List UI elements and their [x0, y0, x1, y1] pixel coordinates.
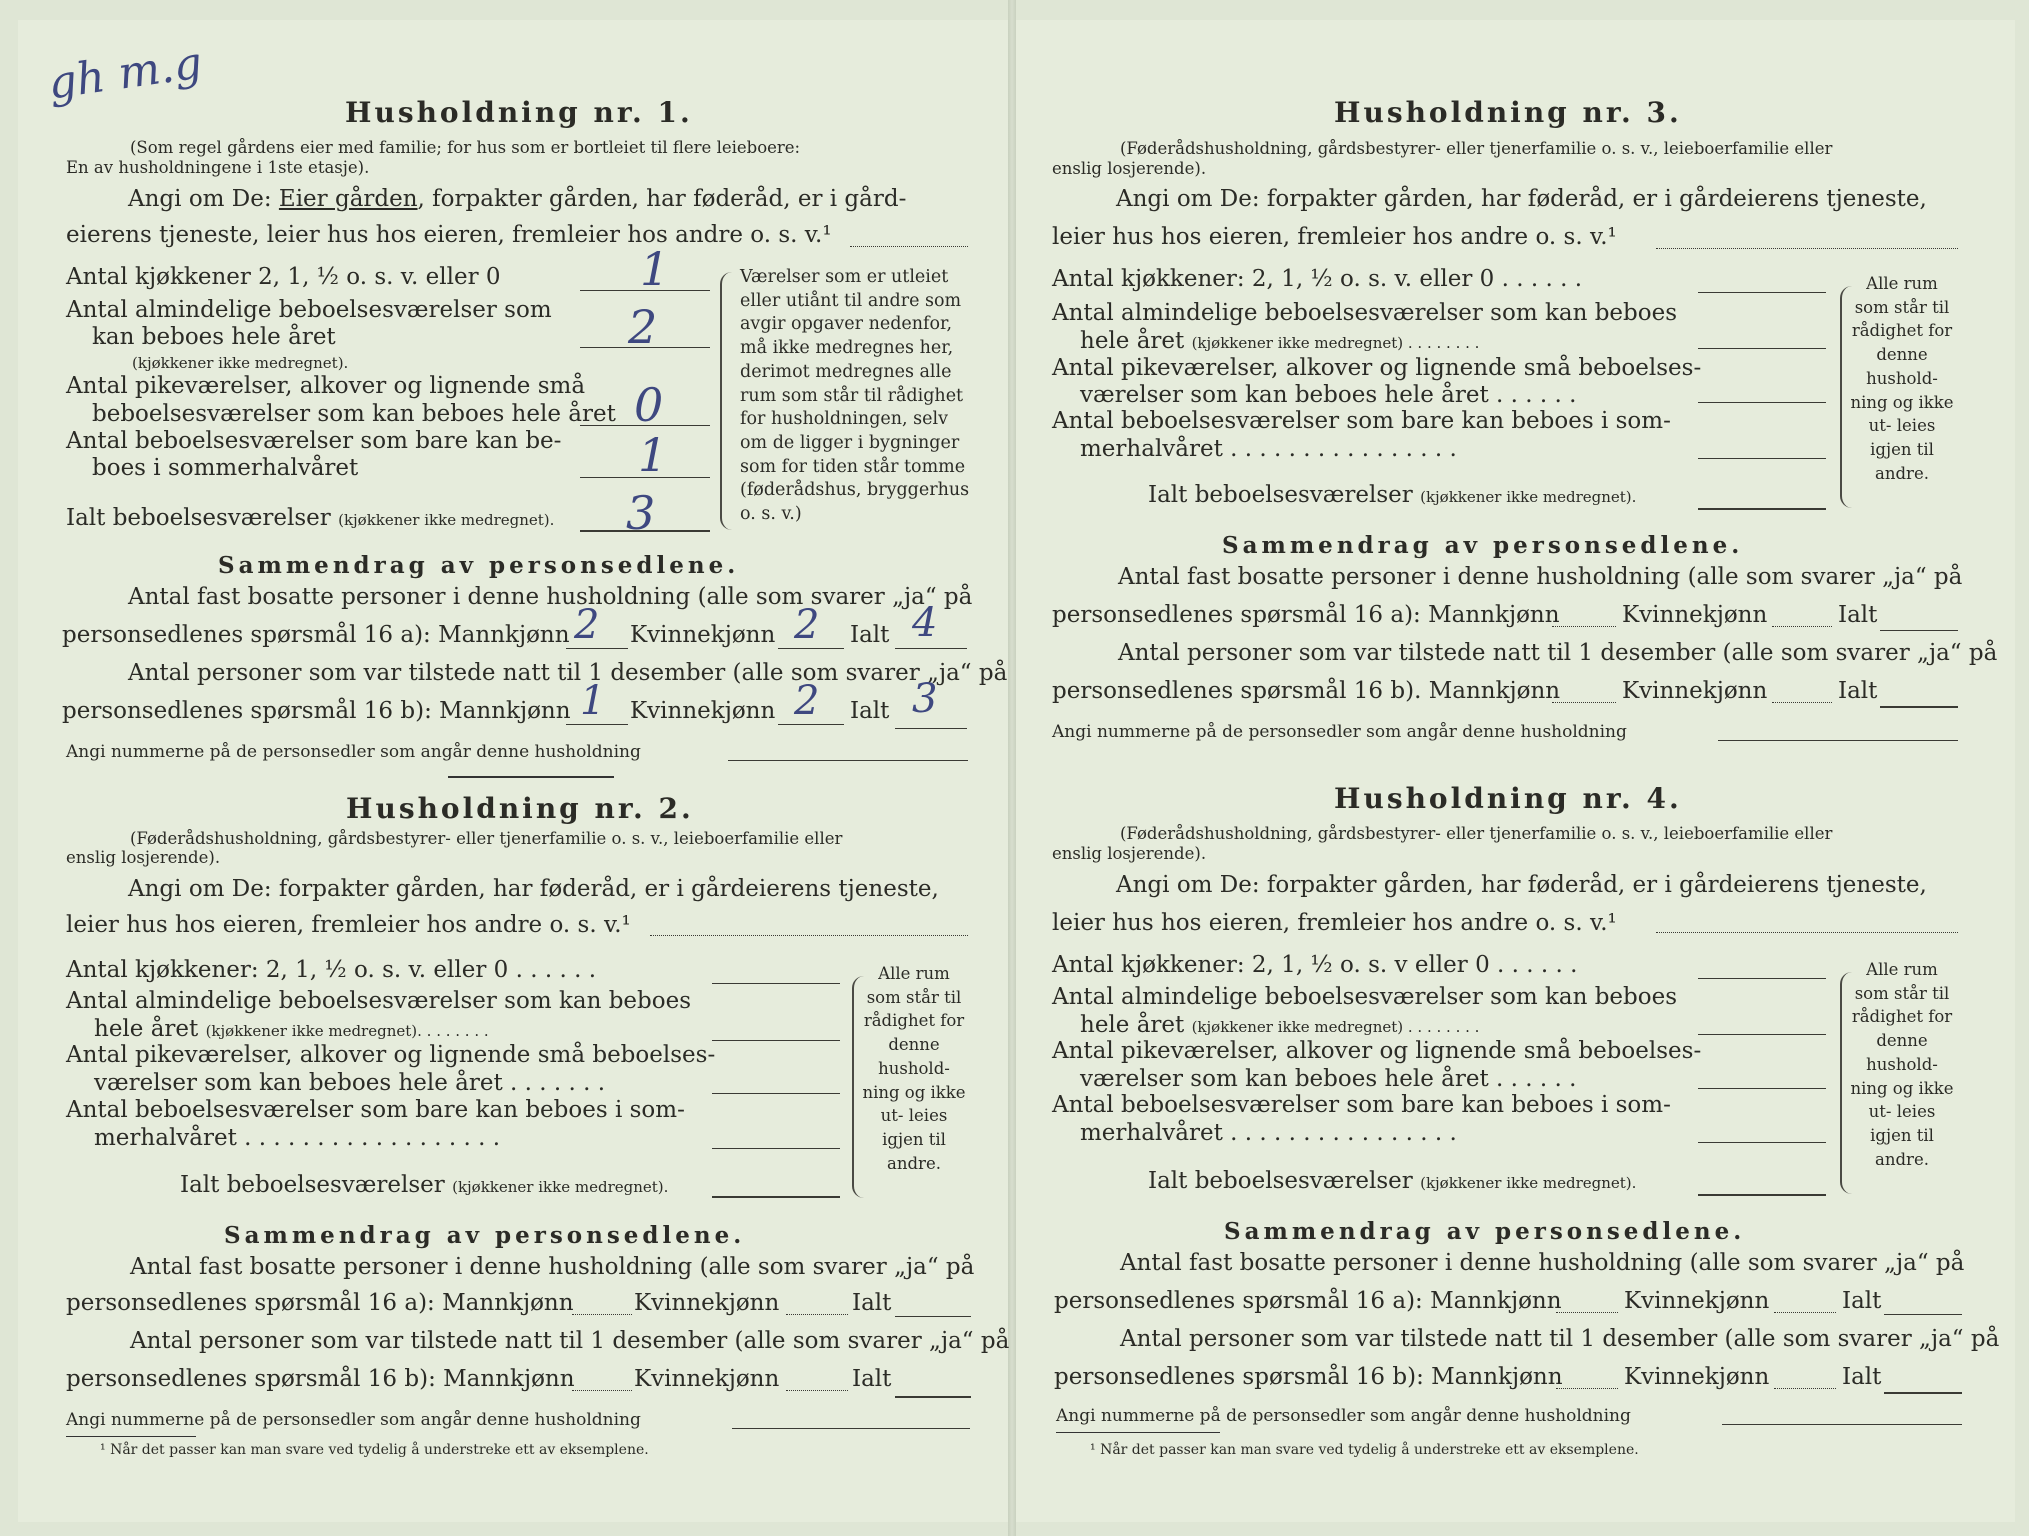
h4-til-1: Antal personer som var tilstede natt til 1 desember (alle som svarer „ja“ på: [1120, 1326, 2000, 1352]
h2-ialt-note: (kjøkkener ikke medregnet).: [452, 1178, 669, 1196]
h3-ialt-line: [1698, 508, 1826, 510]
h3-til-i-line: [1880, 706, 1958, 708]
h3-fast-kvinne: Kvinnekjønn: [1622, 602, 1768, 628]
h1-fast-k-line: [778, 648, 844, 649]
h2-til-k-line: [786, 1390, 848, 1391]
h4-til-ialt: Ialt: [1842, 1364, 1882, 1390]
h3-kjokken: Antal kjøkkener: 2, 1, ½ o. s. v. eller 0 . . . . . .: [1052, 266, 1583, 292]
h1-ans-fast-i: 4: [912, 600, 938, 646]
h4-til-k-line: [1774, 1388, 1836, 1389]
h1-fast-2: [62, 622, 570, 648]
h2-angi-1: Angi om De: forpakter gården, har føderåd, er i gårdeierens tjeneste,: [128, 876, 939, 902]
h1-ans-kjokken: 1: [640, 242, 670, 296]
h1-sommer-2: boes i sommerhalvåret: [92, 455, 359, 481]
h4-nummer: Angi nummerne på de personsedler som angår denne husholdning: [1056, 1406, 1631, 1426]
h4-subtitle-2: enslig losjerende).: [1052, 844, 1207, 863]
h3-alm-note: (kjøkkener ikke medregnet) . . . . . . . .: [1191, 334, 1480, 352]
h2-fast-ialt: Ialt: [852, 1290, 892, 1316]
h4-nummer-line: [1722, 1424, 1962, 1425]
h3-fast-pre: personsedlenes spørsmål 16 a): Mannkjønn: [1052, 602, 1560, 628]
h3-ialt-note: (kjøkkener ikke medregnet).: [1420, 488, 1637, 506]
h4-subtitle-1: (Føderådshusholdning, gårdsbestyrer- eller tjenerfamilie o. s. v., leieboerfamilie eller: [1120, 824, 1833, 843]
h1-alm-1: Antal almindelige beboelsesværelser som: [66, 297, 552, 323]
h4-til-i-line: [1884, 1392, 1962, 1394]
h4-fast-1: Antal fast bosatte personer i denne husholdning (alle som svarer „ja“ på: [1120, 1250, 1965, 1276]
h3-sommer-1: Antal beboelsesværelser som bare kan beboes i som-: [1052, 408, 1671, 434]
h2-til-ialt: Ialt: [852, 1366, 892, 1392]
h1-pike-2: beboelsesværelser som kan beboes hele året: [92, 401, 616, 427]
h4-angi-1: Angi om De: forpakter gården, har føderåd, er i gårdeierens tjeneste,: [1116, 872, 1927, 898]
h2-fast-1: Antal fast bosatte personer i denne husholdning (alle som svarer „ja“ på: [130, 1254, 975, 1280]
h4-kjokken-line: [1698, 978, 1826, 979]
h3-alm-1: Antal almindelige beboelsesværelser som kan beboes: [1052, 300, 1678, 326]
h3-angi-line: [1656, 248, 1958, 249]
h4-kjokken: Antal kjøkkener: 2, 1, ½ o. s. v eller 0 . . . . . .: [1052, 952, 1578, 978]
footnote-left: ¹ Når det passer kan man svare ved tydelig å understreke ett av eksemplene.: [100, 1442, 649, 1458]
h4-alm-line: [1698, 1034, 1826, 1035]
h4-angi-line: [1656, 932, 1958, 933]
h1-angi-line2: eierens tjeneste, leier hus hos eieren, fremleier hos andre o. s. v.¹: [66, 222, 832, 248]
h2-pike-line: [712, 1093, 840, 1094]
h1-fast-i-line: [895, 648, 967, 649]
h1-fast-pre: personsedlenes spørsmål 16 a): Mannkjønn: [62, 622, 570, 648]
h3-fast-1: Antal fast bosatte personer i denne husholdning (alle som svarer „ja“ på: [1118, 564, 1963, 590]
h4-fast-k-line: [1774, 1312, 1836, 1313]
h2-ialt-row: [180, 1172, 668, 1198]
h4-pike-line: [1698, 1088, 1826, 1089]
h3-til-k-line: [1772, 702, 1832, 703]
h3-til-ialt: Ialt: [1838, 678, 1878, 704]
h2-ialt-line: [712, 1196, 840, 1198]
h1-title: Husholdning nr. 1.: [345, 96, 693, 129]
h4-ialt-line: [1698, 1194, 1826, 1196]
h1-ans-alm: 2: [628, 300, 658, 354]
h4-fast-ialt: Ialt: [1842, 1288, 1882, 1314]
h3-angi-1: Angi om De: forpakter gården, har føderåd, er i gårdeierens tjeneste,: [1116, 186, 1927, 212]
h1-kjokken: Antal kjøkkener 2, 1, ½ o. s. v. eller 0: [66, 264, 501, 290]
h1-angi-answer-line: [850, 246, 968, 247]
h1-til-m-line: [566, 724, 628, 725]
h3-side-note: Alle rum som står til rådighet for denne hushold- ning og ikke ut- leies igjen til andre.: [1850, 274, 1954, 483]
h3-subtitle-2: enslig losjerende).: [1052, 159, 1207, 178]
h1-ans-til-i: 3: [912, 676, 938, 722]
h2-alm-2: [94, 1016, 489, 1042]
h2-fast-k-line: [786, 1314, 848, 1315]
h4-footnote-rule: [1056, 1432, 1220, 1433]
h4-sommer-1: Antal beboelsesværelser som bare kan beboes i som-: [1052, 1092, 1671, 1118]
h3-subtitle-1: (Føderådshusholdning, gårdsbestyrer- eller tjenerfamilie o. s. v., leieboerfamilie eller: [1120, 139, 1833, 158]
h1-angi-rest: , forpakter gården, har føderåd, er i gård-: [417, 186, 907, 212]
h1-til-kvinne: Kvinnekjønn: [630, 698, 776, 724]
h1-ans-til-m: 1: [580, 678, 606, 724]
h4-alm-note: (kjøkkener ikke medregnet) . . . . . . . .: [1191, 1018, 1480, 1036]
h2-subtitle-2: enslig losjerende).: [66, 848, 221, 867]
h4-ialt-row: [1148, 1168, 1636, 1194]
h3-alm-line: [1698, 348, 1826, 349]
h2-alm-note: (kjøkkener ikke medregnet). . . . . . . .: [205, 1022, 489, 1040]
h3-angi-2: leier hus hos eieren, fremleier hos andre o. s. v.¹: [1052, 224, 1617, 250]
h1-alm-note: (kjøkkener ikke medregnet).: [132, 354, 349, 372]
h2-alm-2-text: hele året: [94, 1016, 199, 1042]
h1-nummer: Angi nummerne på de personsedler som angår denne husholdning: [66, 742, 641, 762]
h1-til-i-line: [895, 728, 967, 729]
h2-pike-1: Antal pikeværelser, alkover og lignende små beboelses-: [66, 1042, 716, 1068]
h1-angi-line1: [128, 186, 906, 212]
h3-title: Husholdning nr. 3.: [1334, 96, 1682, 129]
h2-title: Husholdning nr. 2.: [346, 792, 694, 825]
h1-h2-separator: [448, 776, 614, 778]
h4-sommer-2: merhalvåret . . . . . . . . . . . . . . . .: [1080, 1120, 1457, 1146]
h3-pike-2: værelser som kan beboes hele året . . . . . .: [1080, 382, 1577, 408]
h4-alm-2: [1080, 1012, 1479, 1038]
h2-alm-1: Antal almindelige beboelsesværelser som kan beboes: [66, 988, 692, 1014]
h2-til-pre: personsedlenes spørsmål 16 b): Mannkjønn: [66, 1366, 575, 1392]
h2-til-i-line: [895, 1396, 971, 1398]
h2-fast-kvinne: Kvinnekjønn: [634, 1290, 780, 1316]
h2-sommer-line: [712, 1148, 840, 1149]
h1-angi-eier: Eier gården: [278, 186, 418, 212]
h3-pike-1: Antal pikeværelser, alkover og lignende små beboelses-: [1052, 355, 1702, 381]
h4-til-kvinne: Kvinnekjønn: [1624, 1364, 1770, 1390]
h1-ialt-note: (kjøkkener ikke medregnet).: [338, 511, 555, 529]
h4-fast-pre: personsedlenes spørsmål 16 a): Mannkjønn: [1054, 1288, 1562, 1314]
h1-ans-fast-m: 2: [574, 602, 600, 648]
footnote-right: ¹ Når det passer kan man svare ved tydelig å understreke ett av eksemplene.: [1090, 1442, 1639, 1458]
h3-til-1: Antal personer som var tilstede natt til 1 desember (alle som svarer „ja“ på: [1118, 640, 1998, 666]
h1-side-brace: [720, 272, 736, 530]
h2-angi-2: leier hus hos eieren, fremleier hos andre o. s. v.¹: [66, 912, 631, 938]
h3-ialt-row: [1148, 482, 1636, 508]
h1-ans-til-k: 2: [794, 678, 820, 724]
h1-ans-pike: 0: [634, 378, 664, 432]
h2-sommer-2: merhalvåret . . . . . . . . . . . . . . . . . .: [94, 1125, 501, 1151]
h1-angi-pre: Angi om De:: [128, 186, 272, 212]
h3-kjokken-line: [1698, 292, 1826, 293]
h4-alm-1: Antal almindelige beboelsesværelser som kan beboes: [1052, 984, 1678, 1010]
h1-fast-1: Antal fast bosatte personer i denne husholdning (alle som svarer „ja“ på: [128, 584, 973, 610]
h2-sum-title: Sammendrag av personsedlene.: [224, 1222, 746, 1249]
h3-til-kvinne: Kvinnekjønn: [1622, 678, 1768, 704]
h3-alm-2: [1080, 328, 1479, 354]
h3-sommer-2: merhalvåret . . . . . . . . . . . . . . . .: [1080, 436, 1457, 462]
h1-til-k-line: [778, 724, 844, 725]
h2-footnote-rule: [66, 1436, 196, 1437]
h3-fast-i-line: [1880, 630, 1958, 631]
page-gutter: [1008, 0, 1016, 1536]
h4-fast-m-line: [1556, 1312, 1618, 1313]
h4-til-pre: personsedlenes spørsmål 16 b): Mannkjønn: [1054, 1364, 1563, 1390]
h2-pike-2: værelser som kan beboes hele året . . . . . . .: [94, 1070, 606, 1096]
h1-ans-ialt: 3: [626, 486, 656, 540]
h2-alm-line: [712, 1040, 840, 1041]
h1-fast-ialt: Ialt: [850, 622, 890, 648]
margin-note: gh m.g: [45, 37, 206, 110]
h2-kjokken-line: [712, 983, 840, 984]
h2-fast-i-line: [895, 1316, 971, 1317]
h1-side-note: Værelser som er utleiet eller utiånt til andre som avgir opgaver nedenfor, må ikke medregnes her, derimot medregnes alle rum som står til rådighet for husholdningen, selv om de ligger i bygninger som for tiden står tomme (føderådshus, bryggerhus o. s. v.): [740, 267, 970, 525]
h2-subtitle-1: (Føderådshusholdning, gårdsbestyrer- eller tjenerfamilie o. s. v., leieboerfamilie eller: [130, 829, 843, 848]
h1-til-ialt: Ialt: [850, 698, 890, 724]
h3-sommer-line: [1698, 458, 1826, 459]
h3-nummer: Angi nummerne på de personsedler som angår denne husholdning: [1052, 722, 1627, 742]
h1-ialt-row: [66, 505, 554, 531]
h2-til-kvinne: Kvinnekjønn: [634, 1366, 780, 1392]
h2-angi-line: [650, 935, 968, 936]
h1-ans-fast-k: 2: [794, 602, 820, 648]
h3-til-pre: personsedlenes spørsmål 16 b). Mannkjønn: [1052, 678, 1561, 704]
h1-sommer-1: Antal beboelsesværelser som bare kan be-: [66, 428, 562, 454]
h4-title: Husholdning nr. 4.: [1334, 782, 1682, 815]
h2-nummer-line: [732, 1428, 970, 1429]
h2-side-note: Alle rum som står til rådighet for denne hushold- ning og ikke ut- leies igjen til andre.: [862, 964, 966, 1173]
h4-til-m-line: [1556, 1388, 1618, 1389]
h3-sum-title: Sammendrag av personsedlene.: [1222, 532, 1744, 559]
h4-side-note: Alle rum som står til rådighet for denne hushold- ning og ikke ut- leies igjen til andre.: [1850, 960, 1954, 1169]
h4-fast-kvinne: Kvinnekjønn: [1624, 1288, 1770, 1314]
h2-kjokken: Antal kjøkkener: 2, 1, ½ o. s. v. eller 0 . . . . . .: [66, 957, 597, 983]
h3-pike-line: [1698, 402, 1826, 403]
h4-sum-title: Sammendrag av personsedlene.: [1224, 1218, 1746, 1245]
h1-subtitle-2: En av husholdningene i 1ste etasje).: [66, 158, 370, 177]
h2-ialt-pre: Ialt beboelsesværelser: [180, 1172, 445, 1198]
h2-sommer-1: Antal beboelsesværelser som bare kan beboes i som-: [66, 1097, 685, 1123]
h3-nummer-line: [1718, 740, 1958, 741]
h2-nummer: Angi nummerne på de personsedler som angår denne husholdning: [66, 1410, 641, 1430]
h1-ialt-pre: Ialt beboelsesværelser: [66, 505, 331, 531]
h2-til-m-line: [572, 1390, 632, 1391]
h1-til-pre: personsedlenes spørsmål 16 b): Mannkjønn: [62, 698, 571, 724]
h1-subtitle-1: (Som regel gårdens eier med familie; for hus som er bortleiet til flere leieboere:: [130, 138, 801, 157]
h4-alm-2-text: hele året: [1080, 1012, 1185, 1038]
h4-pike-2: værelser som kan beboes hele året . . . . . .: [1080, 1066, 1577, 1092]
h1-sum-title: Sammendrag av personsedlene.: [218, 552, 740, 579]
h1-fast-m-line: [566, 648, 628, 649]
h2-fast-pre: personsedlenes spørsmål 16 a): Mannkjønn: [66, 1290, 574, 1316]
h1-til-1: Antal personer som var tilstede natt til 1 desember (alle som svarer „ja“ på: [128, 660, 1008, 686]
h3-til-m-line: [1552, 702, 1616, 703]
h1-nummer-line: [728, 760, 968, 761]
h4-fast-i-line: [1884, 1314, 1962, 1315]
h3-alm-2-text: hele året: [1080, 328, 1185, 354]
h1-fast-kvinne: Kvinnekjønn: [630, 622, 776, 648]
h4-ialt-pre: Ialt beboelsesværelser: [1148, 1168, 1413, 1194]
h3-fast-m-line: [1552, 626, 1616, 627]
h3-fast-ialt: Ialt: [1838, 602, 1878, 628]
h4-sommer-line: [1698, 1142, 1826, 1143]
h2-fast-m-line: [572, 1314, 632, 1315]
h2-til-1: Antal personer som var tilstede natt til 1 desember (alle som svarer „ja“ på: [130, 1328, 1010, 1354]
h3-ialt-pre: Ialt beboelsesværelser: [1148, 482, 1413, 508]
h1-pike-1: Antal pikeværelser, alkover og lignende små: [66, 373, 586, 399]
h4-angi-2: leier hus hos eieren, fremleier hos andre o. s. v.¹: [1052, 910, 1617, 936]
h1-alm-2: kan beboes hele året: [92, 324, 336, 350]
h3-fast-k-line: [1772, 626, 1832, 627]
h1-ans-sommer: 1: [638, 428, 668, 482]
h4-ialt-note: (kjøkkener ikke medregnet).: [1420, 1174, 1637, 1192]
h4-pike-1: Antal pikeværelser, alkover og lignende små beboelses-: [1052, 1038, 1702, 1064]
